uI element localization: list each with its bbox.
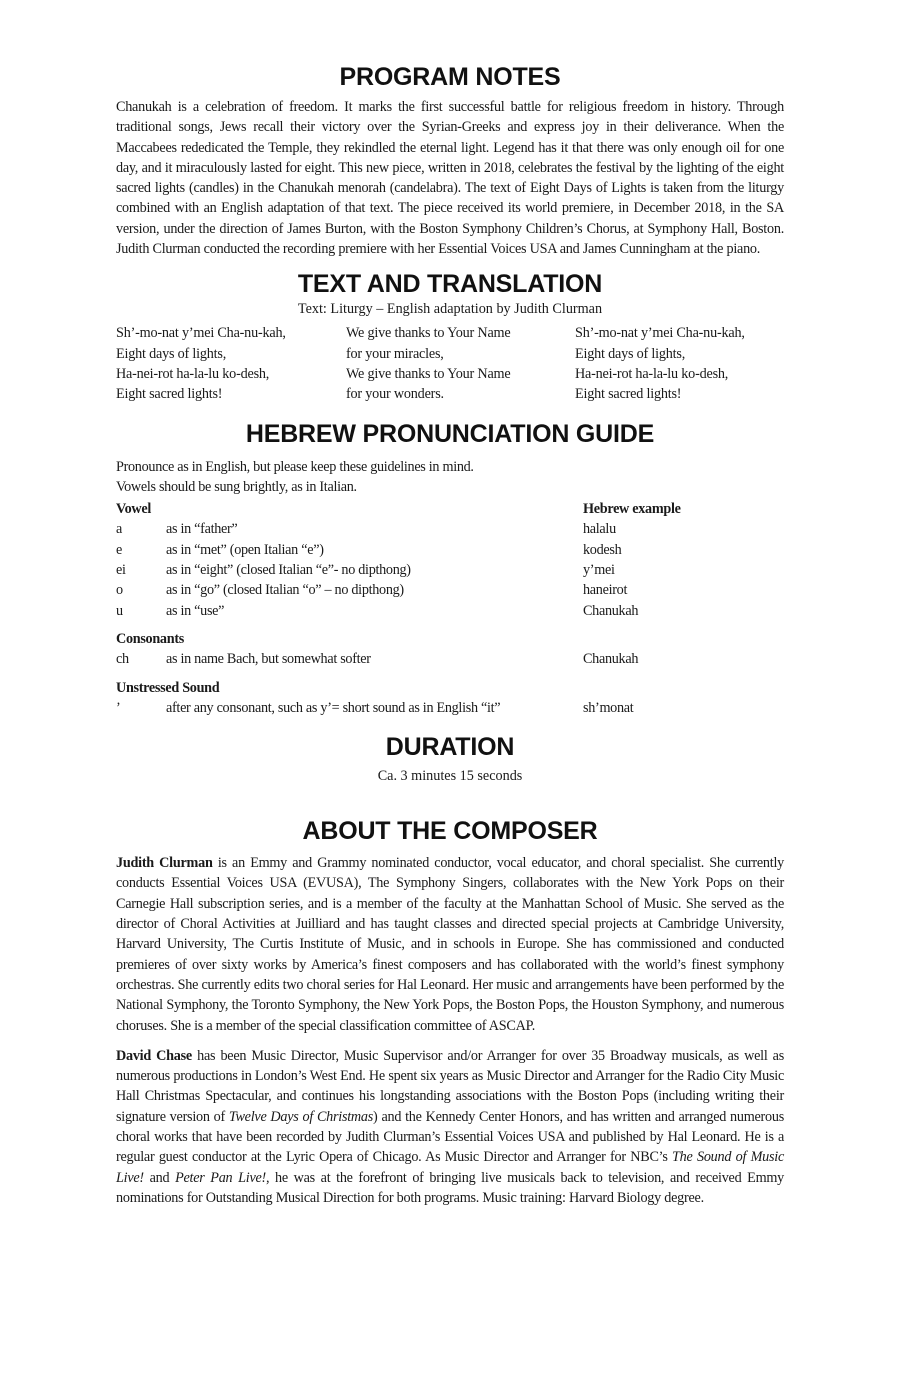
vowel-header: Vowel bbox=[116, 501, 152, 518]
vowel-description: as in “met” (open Italian “e”) bbox=[166, 541, 324, 558]
arranger-bio-text: ) and the Kennedy Center Honors, and has written and arranged numerous choral works that have been recorded by Judith Clurman’s Essential Voices USA and published by Hal Leonard. He is a regular guest conductor at the Lyric Opera of Chicago. As Music Director and Arranger for NBC’s bbox=[116, 1108, 784, 1166]
consonant-example: Chanukah bbox=[583, 651, 639, 668]
vowel-description: as in “father” bbox=[166, 521, 238, 538]
duration-heading: DURATION bbox=[385, 733, 515, 762]
consonant-row bbox=[116, 649, 784, 669]
pronunciation-heading: HEBREW PRONUNCIATION GUIDE bbox=[245, 419, 655, 448]
vowel-header-row bbox=[116, 499, 784, 519]
lyric-line: We give thanks to Your Name bbox=[346, 365, 511, 382]
work-title: Twelve Days of Christmas bbox=[228, 1108, 374, 1125]
vowel-description: as in “go” (closed Italian “o” – no dipthong) bbox=[166, 582, 404, 599]
work-title: The Sound of Music Live! bbox=[116, 1149, 784, 1186]
text-translation-heading: TEXT AND TRANSLATION bbox=[297, 270, 603, 299]
vowel-example: y’mei bbox=[583, 562, 615, 579]
pronunciation-intro: Pronounce as in English, but please keep these guidelines in mind. bbox=[116, 458, 474, 475]
vowel-row bbox=[116, 560, 784, 580]
work-title: Peter Pan Live! bbox=[175, 1169, 267, 1186]
program-notes-heading: PROGRAM NOTES bbox=[339, 63, 561, 91]
lyric-line: We give thanks to Your Name bbox=[346, 325, 511, 342]
vowel-symbol: ei bbox=[116, 562, 126, 579]
vowel-row bbox=[116, 540, 784, 560]
text-translation-subtitle: Text: Liturgy – English adaptation by Judith Clurman bbox=[297, 301, 603, 318]
lyric-line: Eight sacred lights! bbox=[116, 386, 223, 403]
lyric-line: Eight days of lights, bbox=[116, 345, 227, 362]
composer-bio-text: is an Emmy and Grammy nominated conductor, vocal educator, and choral specialist. She currently conducts Essential Voices USA (EVUSA), The Symphony Singers, collaborates with the New York Pops on their Carnegie Hall subscription series, and is a member of the faculty at the Manhattan School of Music. She served as the director of Choral Activities at Juilliard and has taught classes and directed special projects at Cambridge University, Harvard University, The Curtis Institute of Music, and in schools in Europe. She has commissioned and conducted premieres of over sixty works by America’s finest composers and has collaborated with the world’s finest symphony orchestras. She currently edits two choral series for Hal Leonard. Her music and arrangements have been performed by the National Symphony, the Toronto Symphony, the New York Pops, the Boston Pops, the Houston Symphony, and numerous choruses. She is a member of the special classification committee of ASCAP. bbox=[116, 855, 784, 1034]
vowel-example: kodesh bbox=[583, 541, 622, 558]
composer-bio-clurman bbox=[116, 853, 784, 1036]
pronunciation-guide bbox=[116, 457, 784, 719]
vowel-row bbox=[116, 601, 784, 621]
arranger-bio-text: and bbox=[143, 1169, 176, 1186]
vowel-example: haneirot bbox=[583, 582, 628, 599]
lyrics-column-hebrew-repeat bbox=[575, 323, 745, 404]
lyrics-column-hebrew bbox=[116, 323, 346, 404]
consonants-header: Consonants bbox=[116, 630, 184, 647]
lyric-line: Eight days of lights, bbox=[575, 345, 686, 362]
unstressed-header: Unstressed Sound bbox=[116, 679, 220, 696]
lyrics-columns bbox=[116, 323, 784, 404]
pronunciation-intro: Vowels should be sung brightly, as in Italian. bbox=[116, 478, 357, 495]
lyric-line: Sh’-mo-nat y’mei Cha-nu-kah, bbox=[116, 325, 286, 342]
lyric-line: for your miracles, bbox=[346, 345, 444, 362]
composer-name: Judith Clurman bbox=[116, 855, 213, 872]
composer-bio-chase bbox=[116, 1046, 784, 1208]
arranger-name: David Chase bbox=[116, 1047, 192, 1064]
vowel-symbol: o bbox=[116, 582, 123, 599]
consonant-description: as in name Bach, but somewhat softer bbox=[166, 651, 371, 668]
unstressed-row bbox=[116, 698, 784, 718]
example-header: Hebrew example bbox=[583, 501, 681, 518]
arranger-bio-text: has been Music Director, Music Supervisor and/or Arranger for over 35 Broadway musicals, as well as numerous productions in London’s West End. He spent six years as Music Director and Arranger for the Radio City Music Hall Christmas Spectacular, and continues his longstanding associations with the Boston Pops (including writing their signature version of bbox=[116, 1047, 784, 1125]
vowel-description: as in “eight” (closed Italian “e”- no dipthong) bbox=[166, 562, 411, 579]
lyric-line: Ha-nei-rot ha-la-lu ko-desh, bbox=[116, 365, 270, 382]
unstressed-description: after any consonant, such as y’= short sound as in English “it” bbox=[166, 699, 501, 716]
vowel-symbol: a bbox=[116, 521, 122, 538]
lyric-line: Ha-nei-rot ha-la-lu ko-desh, bbox=[575, 365, 729, 382]
page bbox=[116, 62, 784, 1208]
lyric-line: Eight sacred lights! bbox=[575, 386, 682, 403]
program-notes-body: Chanukah is a celebration of freedom. It marks the first successful battle for religious freedom in history. Through traditional songs, Jews recall their victory over the Syrian-Greeks and express joy in their deliverance. When the Maccabees rededicated the Temple, they rekindled the eternal light. Legend has it that there was only enough oil for one day, and it miraculously lasted for eight. This new piece, written in 2018, celebrates the festival by the lighting of the eight sacred lights (candles) in the Chanukah menorah (candelabra). The text of Eight Days of Lights is taken from the liturgy combined with an English adaptation of that text. The piece received its world premiere, in December 2018, in the SA version, under the direction of James Burton, with the Boston Symphony Children’s Chorus, at Symphony Hall, Boston. Judith Clurman conducted the recording premiere with her Essential Voices USA and James Cunningham at the piano. bbox=[116, 99, 784, 258]
vowel-symbol: u bbox=[116, 602, 123, 619]
vowel-example: Chanukah bbox=[583, 602, 639, 619]
duration-value: Ca. 3 minutes 15 seconds bbox=[377, 768, 523, 785]
vowel-row bbox=[116, 580, 784, 600]
vowel-symbol: e bbox=[116, 541, 122, 558]
unstressed-example: sh’monat bbox=[583, 699, 634, 716]
vowel-row bbox=[116, 519, 784, 539]
vowel-description: as in “use” bbox=[166, 602, 225, 619]
vowel-example: halalu bbox=[583, 521, 616, 538]
unstressed-symbol: ’ bbox=[116, 699, 121, 716]
lyrics-column-english bbox=[346, 323, 575, 404]
composer-heading: ABOUT THE COMPOSER bbox=[302, 817, 598, 846]
arranger-bio-text: , he was at the forefront of bringing live musicals back to television, and received Emmy nominations for Outstanding Musical Direction for both programs. Music training: Harvard Biology degree. bbox=[116, 1169, 784, 1206]
lyric-line: Sh’-mo-nat y’mei Cha-nu-kah, bbox=[575, 325, 745, 342]
consonant-symbol: ch bbox=[116, 651, 129, 668]
lyric-line: for your wonders. bbox=[346, 386, 444, 403]
